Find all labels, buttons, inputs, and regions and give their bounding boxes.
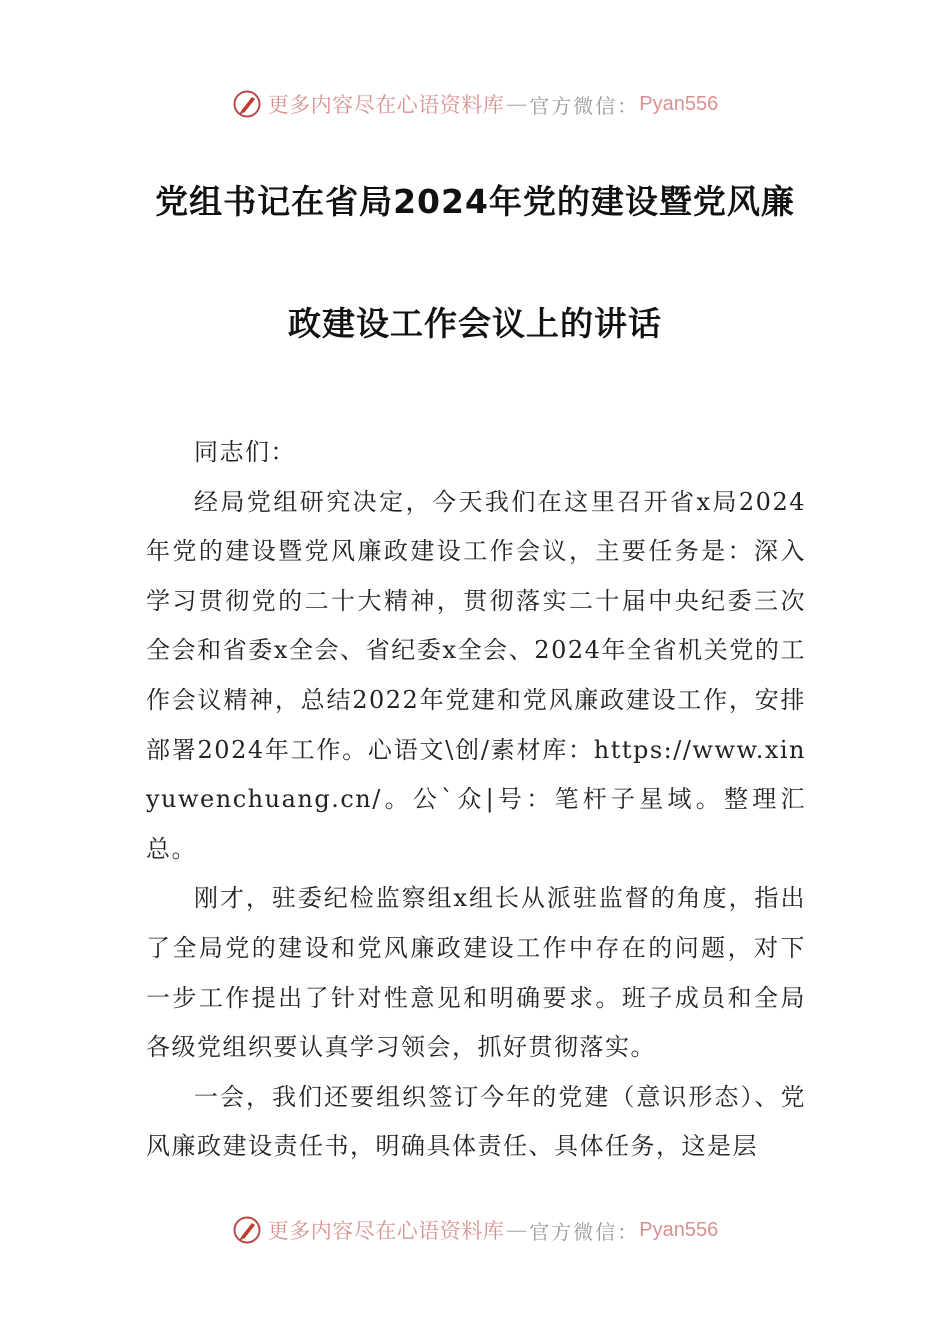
- footer-wechat-label: 官方微信：: [529, 1219, 640, 1244]
- footer-wechat-id: Pyan556: [639, 1218, 719, 1241]
- document-title-line1: 党组书记在省局2024年党的建设暨党风廉: [155, 182, 795, 221]
- pen-logo-icon: [232, 1215, 262, 1245]
- header-promo-text: 更多内容尽在心语资料库: [267, 93, 505, 117]
- footer-separator: —: [506, 1218, 528, 1242]
- document-body: [146, 428, 806, 1172]
- footer-promo-text: 更多内容尽在心语资料库: [267, 1219, 505, 1243]
- header-wechat-label: 官方微信：: [529, 93, 640, 118]
- header-banner: [0, 84, 950, 124]
- header-separator: —: [506, 92, 528, 116]
- header-wechat-id: Pyan556: [639, 92, 719, 115]
- greeting: 同志们：: [194, 438, 296, 466]
- paragraph: 一会，我们还要组织签订今年的党建（意识形态）、党风廉政建设责任书，明确具体责任、具体任务，这是层: [146, 1082, 806, 1161]
- pen-logo-icon: [232, 89, 262, 119]
- paragraph: 经局党组研究决定，今天我们在这里召开省x局2024年党的建设暨党风廉政建设工作会议，主要任务是：深入学习贯彻党的二十大精神，贯彻落实二十届中央纪委三次全会和省委x全会、省纪委x全会、2024年全省机关党的工作会议精神，总结2022年党建和党风廉政建设工作，安排部署2024年工作。心语文\创/素材库：https://www.xinyuwenchuang.cn/。公`众|号：笔杆子星域。整理汇总。: [146, 487, 806, 863]
- document-title-line2: 政建设工作会议上的讲话: [288, 304, 662, 343]
- footer-banner: [0, 1210, 950, 1250]
- paragraph: 刚才，驻委纪检监察组x组长从派驻监督的角度，指出了全局党的建设和党风廉政建设工作中存在的问题，对下一步工作提出了针对性意见和明确要求。班子成员和全局各级党组织要认真学习领会，抓好贯彻落实。: [146, 884, 806, 1062]
